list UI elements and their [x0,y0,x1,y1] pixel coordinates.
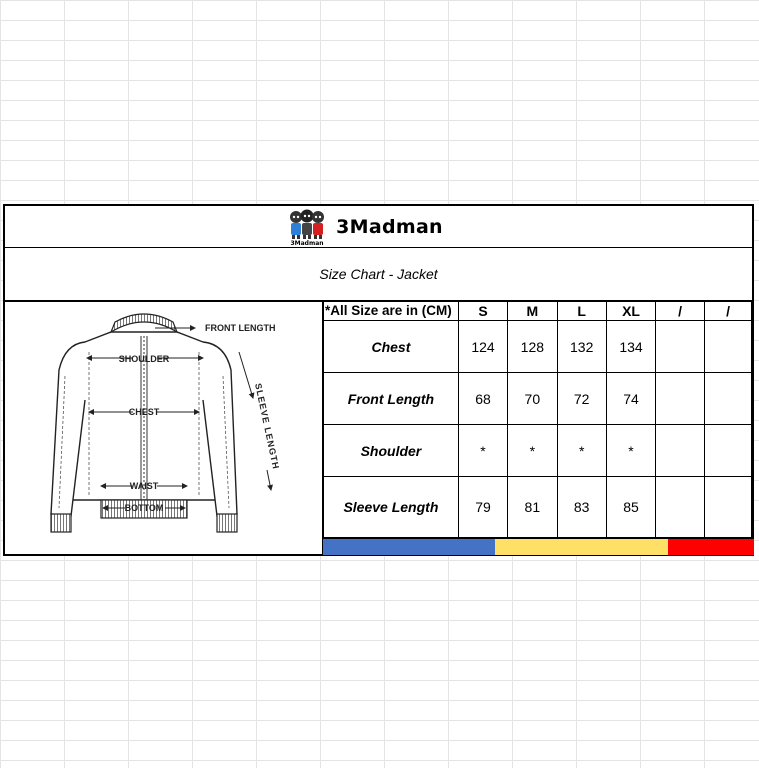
table-cell: * [606,425,655,477]
table-cell: 124 [458,321,507,373]
row-label-sleeve-length: Sleeve Length [324,477,459,538]
table-cell: 74 [606,373,655,425]
jacket-diagram [5,300,324,554]
row-label-chest: Chest [324,321,459,373]
label-waist: WAIST [129,481,159,491]
size-header-xl: XL [606,301,655,321]
size-header-blank-1: / [656,301,705,321]
right-cuff [217,514,237,532]
brand-header [5,206,752,248]
table-cell: 128 [508,321,557,373]
chart-title: Size Chart - Jacket [319,266,438,282]
color-swatch [668,539,754,555]
table-cell: 70 [508,373,557,425]
table-row [324,373,752,425]
table-header-row [324,301,752,321]
label-sleeve-length: SLEEVE LENGTH [253,382,282,471]
size-header-blank-2: / [705,301,752,321]
size-header-m: M [508,301,557,321]
jacket-illustration [5,300,322,554]
table-cell: * [508,425,557,477]
jacket-collar [111,314,177,332]
table-cell: 81 [508,477,557,538]
table-cell [705,321,752,373]
label-front-length: FRONT LENGTH [205,323,276,333]
table-cell [656,425,705,477]
color-swatch [323,539,495,555]
table-cell [656,321,705,373]
table-cell [656,373,705,425]
table-cell: 134 [606,321,655,373]
color-swatch-bar [323,538,754,555]
row-label-front-length: Front Length [324,373,459,425]
table-cell: 83 [557,477,606,538]
size-table [323,300,752,538]
label-bottom: BOTTOM [124,503,164,513]
table-cell: 132 [557,321,606,373]
chart-title-row [5,248,752,302]
color-swatch [495,539,667,555]
table-cell: 79 [458,477,507,538]
table-cell [705,477,752,538]
table-cell [705,425,752,477]
brand-name: 3Madman [336,215,443,238]
table-cell: 68 [458,373,507,425]
table-cell: 72 [557,373,606,425]
label-shoulder: SHOULDER [118,354,170,364]
table-cell: * [458,425,507,477]
table-cell [705,373,752,425]
logo-wordmark: 3Madman [290,240,324,246]
table-row [324,425,752,477]
row-label-shoulder: Shoulder [324,425,459,477]
table-cell: * [557,425,606,477]
table-cell [656,477,705,538]
brand-logo-icon [287,208,327,246]
table-cell: 85 [606,477,655,538]
table-row [324,321,752,373]
size-chart-sheet [3,204,754,556]
table-row [324,477,752,538]
size-header-s: S [458,301,507,321]
unit-header: *All Size are in (CM) [324,301,459,321]
left-cuff [51,514,71,532]
size-header-l: L [557,301,606,321]
label-chest: CHEST [128,407,160,417]
